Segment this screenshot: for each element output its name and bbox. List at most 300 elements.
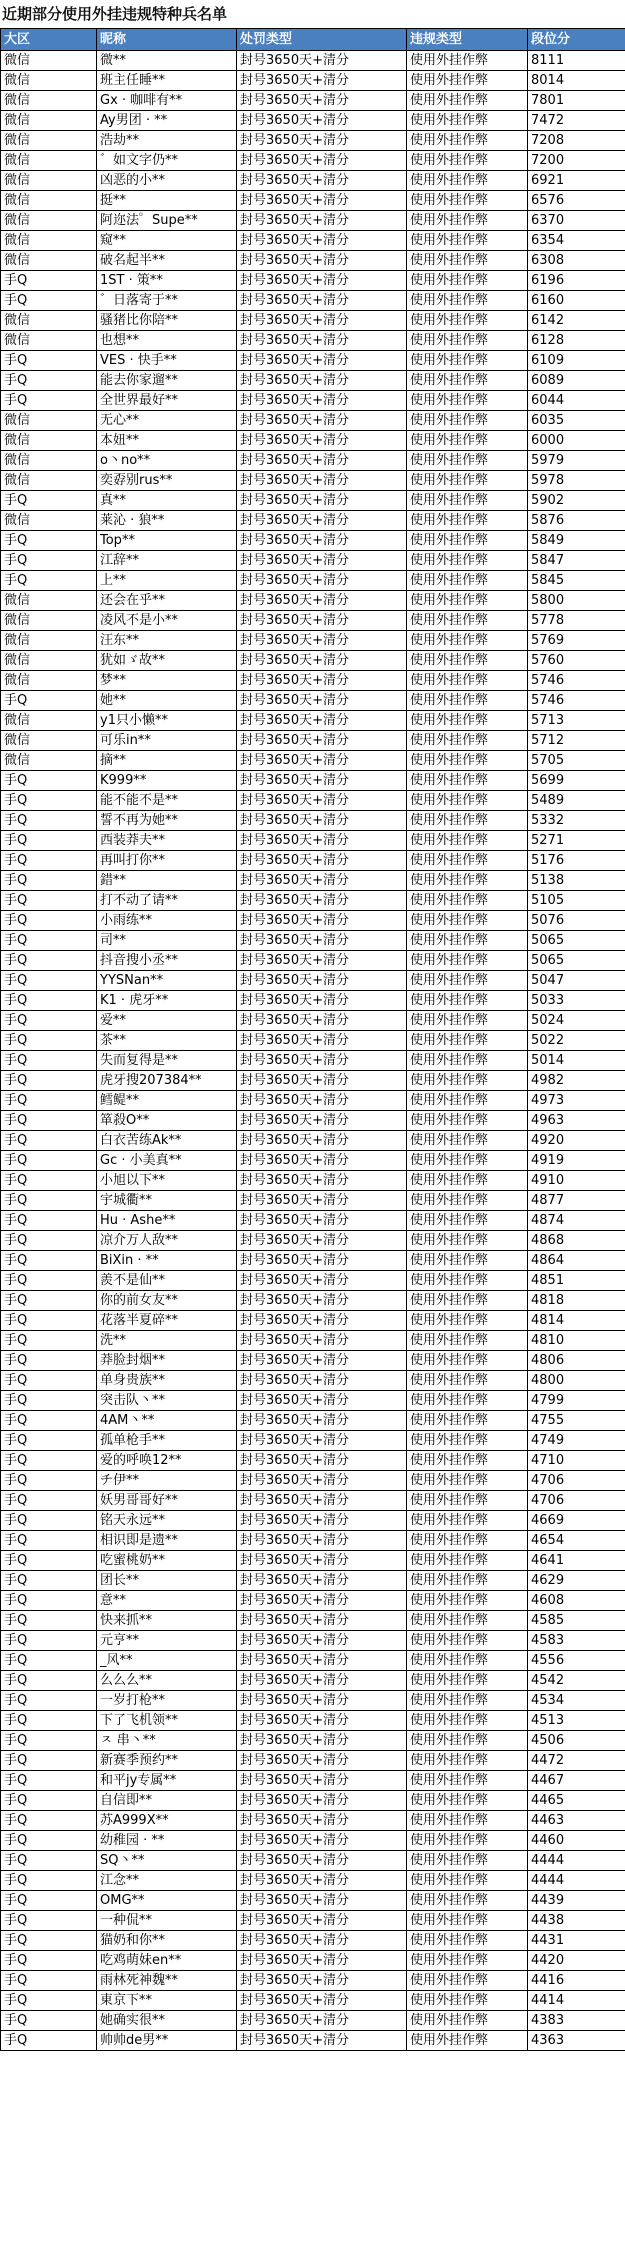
cell-region: 手Q (1, 1771, 97, 1791)
table-row (1, 1711, 625, 1731)
table-row (1, 251, 625, 271)
cell-rank-score: 4438 (528, 1911, 625, 1931)
cell-violation: 使用外挂作弊 (407, 1271, 528, 1291)
cell-penalty: 封号3650天+清分 (237, 171, 407, 191)
cell-region: 手Q (1, 371, 97, 391)
cell-violation: 使用外挂作弊 (407, 1571, 528, 1591)
cell-violation: 使用外挂作弊 (407, 1551, 528, 1571)
cell-nickname: 能去你家遛** (97, 371, 237, 391)
cell-nickname: 4AM丶** (97, 1411, 237, 1431)
cell-rank-score: 5047 (528, 971, 625, 991)
cell-region: 手Q (1, 771, 97, 791)
cell-penalty: 封号3650天+清分 (237, 1111, 407, 1131)
cell-region: 手Q (1, 1591, 97, 1611)
cell-region: 手Q (1, 1331, 97, 1351)
table-row (1, 1991, 625, 2011)
cell-violation: 使用外挂作弊 (407, 1291, 528, 1311)
table-row (1, 1111, 625, 1131)
table-row (1, 1631, 625, 1651)
cell-nickname: 奕孬别rus** (97, 471, 237, 491)
cell-penalty: 封号3650天+清分 (237, 51, 407, 71)
cell-rank-score: 4629 (528, 1571, 625, 1591)
cell-violation: 使用外挂作弊 (407, 1211, 528, 1231)
table-row (1, 1091, 625, 1111)
cell-penalty: 封号3650天+清分 (237, 1491, 407, 1511)
table-row (1, 311, 625, 331)
cell-rank-score: 4444 (528, 1851, 625, 1871)
cell-region: 手Q (1, 291, 97, 311)
cell-penalty: 封号3650天+清分 (237, 831, 407, 851)
cell-region: 手Q (1, 871, 97, 891)
table-row (1, 1531, 625, 1551)
table-row (1, 1251, 625, 1271)
table-row (1, 2011, 625, 2031)
cell-nickname: 羨不是仙** (97, 1271, 237, 1291)
table-row (1, 631, 625, 651)
cell-nickname: 宇城衢** (97, 1191, 237, 1211)
cell-region: 手Q (1, 1511, 97, 1531)
table-row (1, 571, 625, 591)
cell-region: 手Q (1, 1571, 97, 1591)
table-row (1, 931, 625, 951)
cell-violation: 使用外挂作弊 (407, 131, 528, 151)
cell-penalty: 封号3650天+清分 (237, 971, 407, 991)
cell-region: 微信 (1, 711, 97, 731)
cell-penalty: 封号3650天+清分 (237, 511, 407, 531)
cell-penalty: 封号3650天+清分 (237, 791, 407, 811)
cell-nickname: 班主任睡** (97, 71, 237, 91)
cell-rank-score: 4641 (528, 1551, 625, 1571)
cell-region: 手Q (1, 1071, 97, 1091)
cell-rank-score: 4472 (528, 1751, 625, 1771)
table-row (1, 1371, 625, 1391)
cell-penalty: 封号3650天+清分 (237, 311, 407, 331)
cell-region: 微信 (1, 131, 97, 151)
cell-nickname: 司** (97, 931, 237, 951)
cell-region: 手Q (1, 1431, 97, 1451)
cell-region: 手Q (1, 1211, 97, 1231)
table-row (1, 1391, 625, 1411)
cell-nickname: 单身贵族** (97, 1371, 237, 1391)
table-row (1, 1151, 625, 1171)
cell-penalty: 封号3650天+清分 (237, 1671, 407, 1691)
cell-violation: 使用外挂作弊 (407, 171, 528, 191)
cell-violation: 使用外挂作弊 (407, 1311, 528, 1331)
cell-violation: 使用外挂作弊 (407, 1731, 528, 1751)
cell-violation: 使用外挂作弊 (407, 2031, 528, 2051)
cell-rank-score: 4706 (528, 1491, 625, 1511)
table-row (1, 1651, 625, 1671)
table-row (1, 911, 625, 931)
table-row (1, 951, 625, 971)
cell-rank-score: 6308 (528, 251, 625, 271)
cell-rank-score: 4706 (528, 1471, 625, 1491)
cell-violation: 使用外挂作弊 (407, 1171, 528, 1191)
ban-list-table (0, 28, 625, 2051)
cell-rank-score: 6044 (528, 391, 625, 411)
cell-penalty: 封号3650天+清分 (237, 751, 407, 771)
cell-rank-score: 6576 (528, 191, 625, 211)
cell-rank-score: 5979 (528, 451, 625, 471)
cell-penalty: 封号3650天+清分 (237, 531, 407, 551)
cell-rank-score: 4383 (528, 2011, 625, 2031)
cell-penalty: 封号3650天+清分 (237, 131, 407, 151)
cell-nickname: 鳕鳀** (97, 1091, 237, 1111)
cell-nickname: SQ丶** (97, 1851, 237, 1871)
cell-rank-score: 5902 (528, 491, 625, 511)
cell-rank-score: 4583 (528, 1631, 625, 1651)
cell-penalty: 封号3650天+清分 (237, 451, 407, 471)
cell-nickname: 汪东** (97, 631, 237, 651)
cell-nickname: 浩劫** (97, 131, 237, 151)
table-row (1, 1751, 625, 1771)
cell-penalty: 封号3650天+清分 (237, 1811, 407, 1831)
cell-nickname: 莽脸封烟** (97, 1351, 237, 1371)
table-row (1, 991, 625, 1011)
cell-region: 手Q (1, 1271, 97, 1291)
table-row (1, 1571, 625, 1591)
cell-region: 手Q (1, 1131, 97, 1151)
cell-penalty: 封号3650天+清分 (237, 1331, 407, 1351)
cell-rank-score: 5713 (528, 711, 625, 731)
cell-penalty: 封号3650天+清分 (237, 351, 407, 371)
cell-penalty: 封号3650天+清分 (237, 211, 407, 231)
cell-penalty: 封号3650天+清分 (237, 1011, 407, 1031)
cell-region: 微信 (1, 511, 97, 531)
cell-violation: 使用外挂作弊 (407, 1231, 528, 1251)
cell-region: 手Q (1, 891, 97, 911)
table-row (1, 1271, 625, 1291)
cell-violation: 使用外挂作弊 (407, 1971, 528, 1991)
table-row (1, 811, 625, 831)
cell-nickname: 本妞** (97, 431, 237, 451)
cell-violation: 使用外挂作弊 (407, 1891, 528, 1911)
cell-rank-score: 4585 (528, 1611, 625, 1631)
cell-region: 手Q (1, 1811, 97, 1831)
cell-nickname: 还会在乎** (97, 591, 237, 611)
cell-violation: 使用外挂作弊 (407, 1391, 528, 1411)
cell-region: 手Q (1, 1891, 97, 1911)
cell-nickname: 帅帅de男** (97, 2031, 237, 2051)
cell-region: 微信 (1, 71, 97, 91)
cell-penalty: 封号3650天+清分 (237, 191, 407, 211)
cell-rank-score: 6089 (528, 371, 625, 391)
cell-violation: 使用外挂作弊 (407, 671, 528, 691)
cell-nickname: 一种侃** (97, 1911, 237, 1931)
cell-nickname: K1 · 虎牙** (97, 991, 237, 1011)
cell-region: 手Q (1, 1531, 97, 1551)
table-row (1, 1551, 625, 1571)
cell-rank-score: 5760 (528, 651, 625, 671)
cell-nickname: Hu · Ashe** (97, 1211, 237, 1231)
cell-region: 手Q (1, 931, 97, 951)
cell-penalty: 封号3650天+清分 (237, 151, 407, 171)
cell-nickname: 苏A999X** (97, 1811, 237, 1831)
cell-rank-score: 5065 (528, 931, 625, 951)
cell-violation: 使用外挂作弊 (407, 271, 528, 291)
header-rank-score: 段位分 (528, 29, 625, 51)
cell-violation: 使用外挂作弊 (407, 351, 528, 371)
cell-penalty: 封号3650天+清分 (237, 271, 407, 291)
cell-nickname: 自信即** (97, 1791, 237, 1811)
header-row (1, 29, 625, 51)
cell-penalty: 封号3650天+清分 (237, 231, 407, 251)
table-row (1, 1031, 625, 1051)
cell-region: 手Q (1, 1651, 97, 1671)
table-row (1, 191, 625, 211)
cell-rank-score: 4654 (528, 1531, 625, 1551)
cell-violation: 使用外挂作弊 (407, 691, 528, 711)
cell-nickname: 她** (97, 691, 237, 711)
cell-region: 手Q (1, 2031, 97, 2051)
cell-rank-score: 4463 (528, 1811, 625, 1831)
cell-nickname: 東京下** (97, 1991, 237, 2011)
cell-rank-score: 5014 (528, 1051, 625, 1071)
cell-region: 手Q (1, 1911, 97, 1931)
cell-region: 微信 (1, 51, 97, 71)
cell-region: 手Q (1, 571, 97, 591)
cell-penalty: 封号3650天+清分 (237, 1091, 407, 1111)
cell-violation: 使用外挂作弊 (407, 471, 528, 491)
cell-region: 手Q (1, 1631, 97, 1651)
cell-region: 手Q (1, 1171, 97, 1191)
cell-rank-score: 5024 (528, 1011, 625, 1031)
cell-penalty: 封号3650天+清分 (237, 811, 407, 831)
table-row (1, 1071, 625, 1091)
cell-rank-score: 4431 (528, 1931, 625, 1951)
cell-rank-score: 4556 (528, 1651, 625, 1671)
cell-violation: 使用外挂作弊 (407, 1591, 528, 1611)
cell-rank-score: 6000 (528, 431, 625, 451)
cell-nickname: 箪殺O** (97, 1111, 237, 1131)
cell-rank-score: 4818 (528, 1291, 625, 1311)
cell-violation: 使用外挂作弊 (407, 1751, 528, 1771)
table-row (1, 731, 625, 751)
cell-penalty: 封号3650天+清分 (237, 1571, 407, 1591)
cell-rank-score: 5876 (528, 511, 625, 531)
cell-violation: 使用外挂作弊 (407, 971, 528, 991)
table-row (1, 691, 625, 711)
cell-rank-score: 4799 (528, 1391, 625, 1411)
cell-rank-score: 4506 (528, 1731, 625, 1751)
table-row (1, 651, 625, 671)
cell-violation: 使用外挂作弊 (407, 1331, 528, 1351)
cell-rank-score: 4460 (528, 1831, 625, 1851)
cell-penalty: 封号3650天+清分 (237, 471, 407, 491)
cell-region: 手Q (1, 991, 97, 1011)
cell-violation: 使用外挂作弊 (407, 1431, 528, 1451)
table-row (1, 1731, 625, 1751)
cell-region: 手Q (1, 491, 97, 511)
cell-penalty: 封号3650天+清分 (237, 1471, 407, 1491)
cell-rank-score: 4919 (528, 1151, 625, 1171)
cell-region: 手Q (1, 1311, 97, 1331)
cell-rank-score: 4534 (528, 1691, 625, 1711)
cell-rank-score: 5705 (528, 751, 625, 771)
table-row (1, 511, 625, 531)
cell-nickname: 凌风不是小** (97, 611, 237, 631)
cell-penalty: 封号3650天+清分 (237, 2031, 407, 2051)
cell-penalty: 封号3650天+清分 (237, 611, 407, 631)
cell-region: 手Q (1, 1971, 97, 1991)
table-row (1, 471, 625, 491)
cell-penalty: 封号3650天+清分 (237, 1511, 407, 1531)
cell-rank-score: 5065 (528, 951, 625, 971)
cell-penalty: 封号3650天+清分 (237, 1591, 407, 1611)
cell-nickname: 失而复得是** (97, 1051, 237, 1071)
cell-violation: 使用外挂作弊 (407, 1451, 528, 1471)
cell-nickname: 江辞** (97, 551, 237, 571)
cell-penalty: 封号3650天+清分 (237, 1171, 407, 1191)
cell-region: 手Q (1, 1111, 97, 1131)
table-row (1, 1491, 625, 1511)
cell-violation: 使用外挂作弊 (407, 1811, 528, 1831)
cell-penalty: 封号3650天+清分 (237, 1931, 407, 1951)
cell-nickname: BiXin · ** (97, 1251, 237, 1271)
cell-penalty: 封号3650天+清分 (237, 291, 407, 311)
cell-region: 手Q (1, 971, 97, 991)
cell-rank-score: 7200 (528, 151, 625, 171)
cell-violation: 使用外挂作弊 (407, 111, 528, 131)
cell-penalty: 封号3650天+清分 (237, 1371, 407, 1391)
cell-region: 手Q (1, 1411, 97, 1431)
cell-nickname: K999** (97, 771, 237, 791)
table-row (1, 1511, 625, 1531)
cell-penalty: 封号3650天+清分 (237, 1071, 407, 1091)
cell-nickname: 意** (97, 1591, 237, 1611)
cell-region: 手Q (1, 1231, 97, 1251)
cell-nickname: 1ST · 策** (97, 271, 237, 291)
cell-violation: 使用外挂作弊 (407, 511, 528, 531)
cell-region: 微信 (1, 331, 97, 351)
table-row (1, 591, 625, 611)
cell-rank-score: 5849 (528, 531, 625, 551)
cell-nickname: 下了飞机领** (97, 1711, 237, 1731)
cell-violation: 使用外挂作弊 (407, 151, 528, 171)
cell-penalty: 封号3650天+清分 (237, 71, 407, 91)
cell-penalty: 封号3650天+清分 (237, 851, 407, 871)
cell-violation: 使用外挂作弊 (407, 91, 528, 111)
cell-nickname: 打不动了请** (97, 891, 237, 911)
cell-violation: 使用外挂作弊 (407, 211, 528, 231)
cell-rank-score: 4810 (528, 1331, 625, 1351)
cell-penalty: 封号3650天+清分 (237, 1431, 407, 1451)
cell-penalty: 封号3650天+清分 (237, 1831, 407, 1851)
cell-region: 微信 (1, 251, 97, 271)
table-row (1, 211, 625, 231)
table-row (1, 1411, 625, 1431)
cell-nickname: o丶no** (97, 451, 237, 471)
cell-violation: 使用外挂作弊 (407, 991, 528, 1011)
cell-nickname: 凉介万人敌** (97, 1231, 237, 1251)
table-row (1, 1691, 625, 1711)
table-row (1, 1671, 625, 1691)
cell-rank-score: 6128 (528, 331, 625, 351)
cell-nickname: 幼稚园 · ** (97, 1831, 237, 1851)
cell-penalty: 封号3650天+清分 (237, 2011, 407, 2031)
cell-violation: 使用外挂作弊 (407, 1051, 528, 1071)
cell-region: 微信 (1, 611, 97, 631)
cell-penalty: 封号3650天+清分 (237, 251, 407, 271)
cell-nickname: 小旭以下** (97, 1171, 237, 1191)
cell-region: 手Q (1, 1871, 97, 1891)
cell-violation: 使用外挂作弊 (407, 491, 528, 511)
cell-nickname: 挺** (97, 191, 237, 211)
cell-penalty: 封号3650天+清分 (237, 391, 407, 411)
cell-violation: 使用外挂作弊 (407, 1351, 528, 1371)
cell-violation: 使用外挂作弊 (407, 371, 528, 391)
cell-nickname: 也想** (97, 331, 237, 351)
cell-rank-score: 4800 (528, 1371, 625, 1391)
cell-nickname: 西装莽夫** (97, 831, 237, 851)
cell-penalty: 封号3650天+清分 (237, 571, 407, 591)
table-row (1, 671, 625, 691)
cell-rank-score: 4669 (528, 1511, 625, 1531)
cell-violation: 使用外挂作弊 (407, 1911, 528, 1931)
cell-violation: 使用外挂作弊 (407, 1371, 528, 1391)
cell-region: 手Q (1, 1671, 97, 1691)
table-row (1, 1211, 625, 1231)
table-row (1, 891, 625, 911)
cell-nickname: 錯** (97, 871, 237, 891)
cell-region: 手Q (1, 691, 97, 711)
table-row (1, 1971, 625, 1991)
cell-region: 手Q (1, 1991, 97, 2011)
cell-region: 微信 (1, 151, 97, 171)
cell-violation: 使用外挂作弊 (407, 1871, 528, 1891)
cell-violation: 使用外挂作弊 (407, 391, 528, 411)
cell-rank-score: 8014 (528, 71, 625, 91)
cell-nickname: ゛日落寄于** (97, 291, 237, 311)
cell-penalty: 封号3650天+清分 (237, 1051, 407, 1071)
table-row (1, 1431, 625, 1451)
cell-region: 微信 (1, 451, 97, 471)
cell-penalty: 封号3650天+清分 (237, 1351, 407, 1371)
table-row (1, 111, 625, 131)
cell-nickname: 小雨练** (97, 911, 237, 931)
table-row (1, 711, 625, 731)
table-row (1, 1951, 625, 1971)
cell-nickname: 吃蜜桃奶** (97, 1551, 237, 1571)
table-row (1, 1931, 625, 1951)
cell-penalty: 封号3650天+清分 (237, 651, 407, 671)
table-row (1, 1191, 625, 1211)
cell-violation: 使用外挂作弊 (407, 1831, 528, 1851)
cell-region: 手Q (1, 1351, 97, 1371)
cell-nickname: 虎牙搜207384** (97, 1071, 237, 1091)
cell-penalty: 封号3650天+清分 (237, 951, 407, 971)
header-violation: 违规类型 (407, 29, 528, 51)
cell-region: 手Q (1, 911, 97, 931)
cell-violation: 使用外挂作弊 (407, 1991, 528, 2011)
cell-violation: 使用外挂作弊 (407, 1251, 528, 1271)
table-row (1, 831, 625, 851)
cell-nickname: Top** (97, 531, 237, 551)
table-row (1, 1831, 625, 1851)
cell-region: 微信 (1, 171, 97, 191)
cell-violation: 使用外挂作弊 (407, 891, 528, 911)
table-row (1, 1911, 625, 1931)
table-body (1, 51, 625, 2051)
cell-violation: 使用外挂作弊 (407, 451, 528, 471)
cell-penalty: 封号3650天+清分 (237, 911, 407, 931)
cell-violation: 使用外挂作弊 (407, 411, 528, 431)
cell-region: 手Q (1, 1091, 97, 1111)
cell-penalty: 封号3650天+清分 (237, 1191, 407, 1211)
cell-penalty: 封号3650天+清分 (237, 1731, 407, 1751)
cell-rank-score: 6109 (528, 351, 625, 371)
cell-nickname: Gx · 咖啡有** (97, 91, 237, 111)
